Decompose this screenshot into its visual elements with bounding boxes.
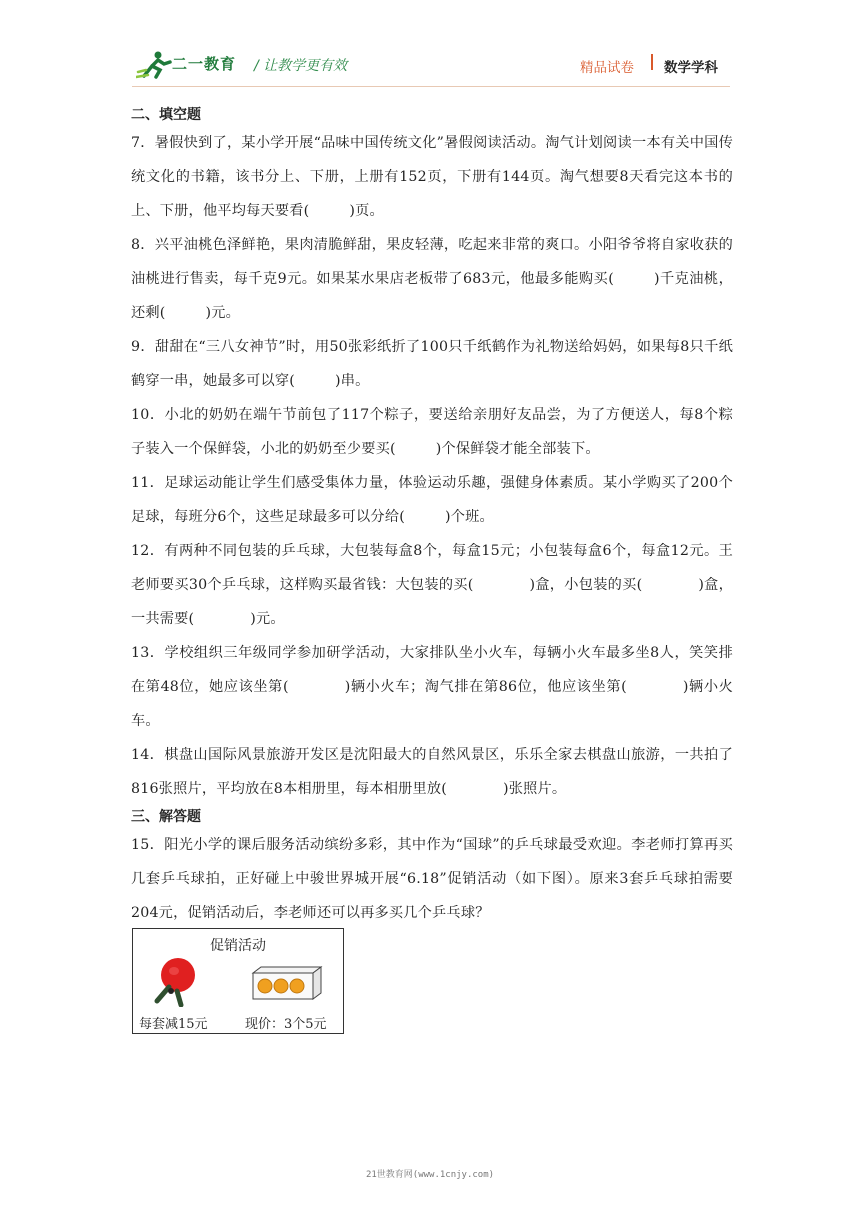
page-header xyxy=(0,0,860,100)
question-12 xyxy=(131,534,733,636)
promo-racket-caption: 每套减15元 xyxy=(139,1017,208,1032)
header-tag-quality: 精品试卷 xyxy=(580,60,634,76)
exam-content xyxy=(131,104,733,930)
section-title-solve: 三、解答题 xyxy=(131,809,201,825)
header-tag-subject: 数学学科 xyxy=(664,60,718,76)
header-slogan: / 让教学更有效 xyxy=(254,58,348,74)
q13-text-end: )辆小火车。 xyxy=(131,679,733,729)
q8-text-mid: )千克油桃，还剩( xyxy=(131,271,733,321)
q12-text-end: )元。 xyxy=(250,611,285,627)
q13-text-mid: )辆小火车；淘气排在第86位，他应该坐第( xyxy=(344,679,627,695)
q10-text: 10．小北的奶奶在端午节前包了117个粽子，要送给亲朋好友品尝，为了方便送人，每8个粽子装入一个保鲜袋，小北的奶奶至少要买( xyxy=(131,407,733,457)
q9-text-end: )串。 xyxy=(335,373,370,389)
promotion-figure xyxy=(132,928,344,1034)
q7-text-end: )页。 xyxy=(349,203,384,219)
q10-text-end: )个保鲜袋才能全部装下。 xyxy=(435,441,600,457)
q11-text-end: )个班。 xyxy=(444,509,494,525)
section-title-fill: 二、填空题 xyxy=(131,107,201,123)
question-14 xyxy=(131,738,733,806)
q12-text-mid1: )盒，小包装的买( xyxy=(529,577,643,593)
q13-text: 13．学校组织三年级同学参加研学活动，大家排队坐小火车，每辆小火车最多坐8人，笑笑排在第48位，她应该坐第( xyxy=(131,645,733,695)
question-10 xyxy=(131,398,733,466)
question-11 xyxy=(131,466,733,534)
q8-text: 8．兴平油桃色泽鲜艳，果肉清脆鲜甜，果皮轻薄，吃起来非常的爽口。小阳爷爷将自家收获的油桃进行售卖，每千克9元。如果某水果店老板带了683元，他最多能购买( xyxy=(131,237,733,287)
q8-text-end: )元。 xyxy=(205,305,241,321)
ping-pong-racket-icon xyxy=(151,955,197,1007)
q12-text: 12．有两种不同包装的乒乓球，大包装每盒8个，每盒15元；小包装每盒6个，每盒12元。王老师要买30个乒乓球，这样购买最省钱：大包装的买( xyxy=(131,543,733,593)
promo-title: 促销活动 xyxy=(210,938,266,954)
header-separator xyxy=(651,54,653,70)
q7-text: 7．暑假快到了，某小学开展“品味中国传统文化”暑假阅读活动。淘气计划阅读一本有关中国传统文化的书籍，该书分上、下册，上册有152页，下册有144页。淘气想要8天看完这本书的上、下册，他平均每天要看( xyxy=(131,135,733,219)
promo-balls-caption: 现价：3个5元 xyxy=(245,1017,327,1032)
q12-text-mid2: )盒，一共需要( xyxy=(131,577,733,627)
question-13 xyxy=(131,636,733,738)
page-footer: 21世教育网(www.1cnjy.com) xyxy=(365,1170,495,1180)
question-15: 15．阳光小学的课后服务活动缤纷多彩，其中作为“国球”的乒乓球最受欢迎。李老师打算再买几套乒乓球拍，正好碰上中骏世界城开展“6.18”促销活动（如下图）。原来3套乒乓球拍需要204元，促销活动后，李老师还可以再多买几个乒乓球？ xyxy=(131,837,733,921)
question-8 xyxy=(131,228,733,330)
q9-text: 9．甜甜在“三八女神节”时，用50张彩纸折了100只千纸鹤作为礼物送给妈妈，如果每8只千纸鹤穿一串，她最多可以穿( xyxy=(131,339,733,389)
question-7 xyxy=(131,126,733,228)
q11-text: 11．足球运动能让学生们感受集体力量，体验运动乐趣，强健身体素质。某小学购买了200个足球，每班分6个，这些足球最多可以分给( xyxy=(131,475,733,525)
ball-box-icon xyxy=(251,965,323,1001)
q14-text: 14．棋盘山国际风景旅游开发区是沈阳最大的自然风景区，乐乐全家去棋盘山旅游，一共拍了816张照片，平均放在8本相册里，每本相册里放( xyxy=(131,747,733,797)
q14-text-end: )张照片。 xyxy=(503,781,567,797)
header-divider xyxy=(132,86,730,87)
question-9 xyxy=(131,330,733,398)
logo-text: 二一教育 xyxy=(172,55,237,73)
